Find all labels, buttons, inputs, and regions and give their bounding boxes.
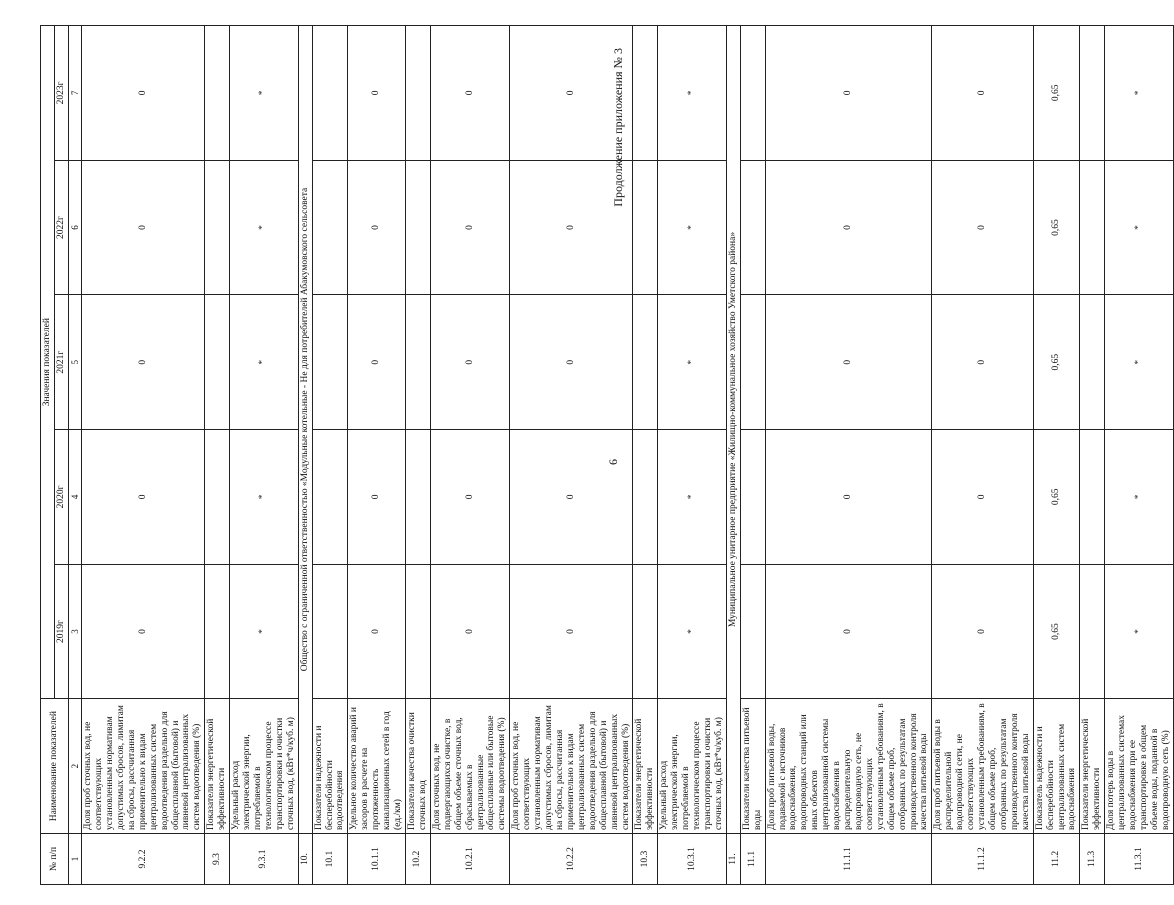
table-row bbox=[765, 26, 932, 885]
indicator-value: 0 bbox=[932, 26, 1033, 161]
organization-row bbox=[298, 26, 312, 885]
indicator-value: 0 bbox=[82, 26, 205, 161]
indicator-value bbox=[633, 295, 658, 430]
indicator-value bbox=[406, 160, 431, 295]
table-row bbox=[633, 26, 658, 885]
indicator-value: 0 bbox=[510, 564, 633, 699]
indicator-name: Доля проб сточных вод, не соответствующих установленным нормативам допустимых сбросов, лимитам на сбросы, рассчитанная применительно к видам централизованных систем водоотведения раздельно для общесплавной (бытовой) и ливневой централизованных систем водоотведения (%) bbox=[82, 699, 205, 834]
indicator-value: 0 bbox=[765, 430, 932, 565]
row-number: 9.3.1 bbox=[230, 834, 299, 885]
indicator-value bbox=[406, 564, 431, 699]
indicator-value bbox=[740, 564, 765, 699]
indicator-value: * bbox=[230, 430, 299, 565]
header-year: 2020г bbox=[54, 430, 68, 565]
indicator-value bbox=[1080, 26, 1105, 161]
header-values-group: Значения показателей bbox=[41, 26, 55, 699]
indicator-name: Доля проб питьевой воды в распределительной водопроводной сети, не соответствующих установленным требованиям, в общем объеме проб, отобранных по результатам производственного контроля качества питьевой воды bbox=[932, 699, 1033, 834]
indicator-value bbox=[312, 26, 348, 161]
indicator-value: 0 bbox=[348, 160, 406, 295]
appendix-continuation: Продолжение приложения № 3 bbox=[611, 48, 625, 207]
header-year: 2021г bbox=[54, 295, 68, 430]
indicator-name: Доля сточных вод, не подвергающихся очистке, в общем объеме сточных вод, сбрасываемых в централизованные общесплавные или бытовые системы водоотведения (%) bbox=[430, 699, 509, 834]
table-row bbox=[1080, 26, 1105, 885]
indicator-value bbox=[740, 295, 765, 430]
table-row bbox=[406, 26, 431, 885]
indicator-value: * bbox=[658, 160, 727, 295]
indicator-value bbox=[740, 26, 765, 161]
indicator-value bbox=[205, 295, 230, 430]
indicator-value: * bbox=[1105, 26, 1174, 161]
indicator-value: * bbox=[1105, 564, 1174, 699]
row-number: 9.3 bbox=[205, 834, 230, 885]
row-number: 11. bbox=[726, 834, 740, 885]
indicator-name: Показатели качества очистки сточных вод bbox=[406, 699, 431, 834]
indicator-value bbox=[633, 26, 658, 161]
organization-name: Общество с ограниченной ответственностью «Модульные котельные - Не для потребителей Абакумовского сельсовета bbox=[298, 26, 312, 834]
table-row bbox=[1105, 26, 1174, 885]
indicator-value: * bbox=[230, 564, 299, 699]
indicators-table bbox=[40, 25, 1174, 885]
table-row bbox=[932, 26, 1033, 885]
table-row bbox=[348, 26, 406, 885]
indicator-value: 0 bbox=[82, 160, 205, 295]
indicator-name: Показатели энергетической эффективности bbox=[1080, 699, 1105, 834]
indicator-value: * bbox=[658, 430, 727, 565]
header-name: Наименование показателей bbox=[41, 699, 69, 834]
indicator-value: 0 bbox=[765, 564, 932, 699]
table-row bbox=[430, 26, 509, 885]
indicator-value: * bbox=[230, 26, 299, 161]
indicator-value bbox=[633, 160, 658, 295]
indicator-value bbox=[1080, 160, 1105, 295]
indicator-value bbox=[205, 564, 230, 699]
row-number: 10.3.1 bbox=[658, 834, 727, 885]
indicator-value: 0 bbox=[430, 295, 509, 430]
row-number: 10.3 bbox=[633, 834, 658, 885]
indicator-value bbox=[406, 295, 431, 430]
table-row bbox=[230, 26, 299, 885]
indicator-value: 0 bbox=[765, 295, 932, 430]
index-cell: 1 bbox=[68, 834, 81, 885]
indicator-value bbox=[312, 160, 348, 295]
indicator-name: Доля проб сточных вод, не соответствующих установленным нормативам допустимых сбросов, лимитам на сбросы, рассчитанная применительно к видам централизованных систем водоотведения раздельно для общесплавной (бытовой) и ливневой централизованных систем водоотведения (%) bbox=[510, 699, 633, 834]
indicator-value bbox=[1080, 430, 1105, 565]
indicator-value: * bbox=[658, 26, 727, 161]
indicator-value: 0 bbox=[765, 26, 932, 161]
header-year: 2019г bbox=[54, 564, 68, 699]
indicator-value: 0 bbox=[82, 295, 205, 430]
indicator-value: * bbox=[1105, 295, 1174, 430]
page-number: 6 bbox=[606, 459, 620, 465]
indicator-value bbox=[633, 430, 658, 565]
index-cell: 3 bbox=[68, 564, 81, 699]
indicator-value: 0 bbox=[82, 564, 205, 699]
indicator-value bbox=[205, 430, 230, 565]
table-row bbox=[82, 26, 205, 885]
indicator-value bbox=[312, 430, 348, 565]
row-number: 11.3.1 bbox=[1105, 834, 1174, 885]
indicator-value: * bbox=[658, 295, 727, 430]
indicator-value bbox=[312, 564, 348, 699]
row-number: 10. bbox=[298, 834, 312, 885]
indicator-name: Доля потерь воды в централизованных системах водоснабжения при ее транспортировке в общем объеме воды, поданной в водопроводную сеть (%) bbox=[1105, 699, 1174, 834]
indicator-name: Показатели энергетической эффективности bbox=[205, 699, 230, 834]
indicator-value: 0,65 bbox=[1033, 430, 1080, 565]
indicator-value: * bbox=[230, 295, 299, 430]
header-year: 2023г bbox=[54, 26, 68, 161]
row-number: 11.3 bbox=[1080, 834, 1105, 885]
indicator-value bbox=[740, 160, 765, 295]
indicator-value: * bbox=[1105, 160, 1174, 295]
row-number: 9.2.2 bbox=[82, 834, 205, 885]
index-cell: 6 bbox=[68, 160, 81, 295]
table-row bbox=[312, 26, 348, 885]
table-header-row bbox=[41, 26, 55, 885]
indicator-value: * bbox=[230, 160, 299, 295]
table-index-row bbox=[68, 26, 81, 885]
indicator-value: * bbox=[658, 564, 727, 699]
table-row bbox=[205, 26, 230, 885]
indicator-value: 0 bbox=[510, 160, 633, 295]
indicator-name: Удельное количество аварий и засоров в расчете на протяженность канализационных сетей в год (ед./км) bbox=[348, 699, 406, 834]
indicator-value bbox=[1080, 295, 1105, 430]
indicator-value bbox=[740, 430, 765, 565]
indicator-value: 0 bbox=[765, 160, 932, 295]
indicator-name: Показатель надежности и бесперебойности централизованных систем водоснабжения bbox=[1033, 699, 1080, 834]
indicator-value: 0 bbox=[932, 160, 1033, 295]
indicator-value: 0 bbox=[348, 26, 406, 161]
header-num: № п/п bbox=[41, 834, 69, 885]
header-year: 2022г bbox=[54, 160, 68, 295]
indicator-value: 0 bbox=[430, 26, 509, 161]
indicator-value: 0 bbox=[348, 295, 406, 430]
row-number: 10.1 bbox=[312, 834, 348, 885]
row-number: 11.1.1 bbox=[765, 834, 932, 885]
indicator-name: Показатели надежности и бесперебойности водоотведения bbox=[312, 699, 348, 834]
table-row bbox=[740, 26, 765, 885]
indicator-value: 0 bbox=[430, 160, 509, 295]
index-cell: 2 bbox=[68, 699, 81, 834]
row-number: 11.2 bbox=[1033, 834, 1080, 885]
row-number: 11.1.2 bbox=[932, 834, 1033, 885]
indicator-value bbox=[1080, 564, 1105, 699]
indicator-value: 0 bbox=[348, 564, 406, 699]
index-cell: 7 bbox=[68, 26, 81, 161]
indicator-name: Удельный расход электрической энергии, потребляемой в технологическом процессе транспортировки и очистки сточных вод, (кВт*ч/куб. м) bbox=[658, 699, 727, 834]
row-number: 10.2 bbox=[406, 834, 431, 885]
table-row bbox=[1033, 26, 1080, 885]
organization-row bbox=[726, 26, 740, 885]
indicator-value: 0 bbox=[82, 430, 205, 565]
indicator-value: 0 bbox=[510, 26, 633, 161]
indicator-value bbox=[312, 295, 348, 430]
indicator-value bbox=[406, 26, 431, 161]
index-cell: 5 bbox=[68, 295, 81, 430]
indicator-value: * bbox=[1105, 430, 1174, 565]
organization-name: Муниципальное унитарное предприятие «Жилищно-коммунальное хозяйство Уметского района» bbox=[726, 26, 740, 834]
indicator-value: 0,65 bbox=[1033, 26, 1080, 161]
indicator-value bbox=[406, 430, 431, 565]
table-row bbox=[510, 26, 633, 885]
row-number: 10.2.2 bbox=[510, 834, 633, 885]
indicator-value: 0 bbox=[932, 430, 1033, 565]
indicator-value: 0 bbox=[510, 295, 633, 430]
indicator-name: Показатели качества питьевой воды bbox=[740, 699, 765, 834]
row-number: 10.2.1 bbox=[430, 834, 509, 885]
indicator-value: 0 bbox=[348, 430, 406, 565]
indicator-value: 0 bbox=[430, 564, 509, 699]
table-body bbox=[82, 26, 1174, 885]
indicator-value bbox=[205, 26, 230, 161]
indicator-name: Доля проб питьевой воды, подаваемой с источников водоснабжения, водопроводных станций или иных объектов централизованной системы водоснабжения в распределительную водопроводную сеть, не соответствующих установленным требованиям, в общем объеме проб, отобранных по результатам производственного контроля качества питьевой воды bbox=[765, 699, 932, 834]
row-number: 11.1 bbox=[740, 834, 765, 885]
indicator-value: 0 bbox=[932, 295, 1033, 430]
indicator-value: 0,65 bbox=[1033, 160, 1080, 295]
indicator-name: Удельный расход электрической энергии, потребляемой в технологическом процессе транспортировки и очистки сточных вод, (кВт*ч/куб. м) bbox=[230, 699, 299, 834]
indicator-value: 0,65 bbox=[1033, 295, 1080, 430]
indicator-value: 0 bbox=[430, 430, 509, 565]
row-number: 10.1.1 bbox=[348, 834, 406, 885]
indicator-value: 0 bbox=[932, 564, 1033, 699]
indicator-name: Показатели энергетической эффективности bbox=[633, 699, 658, 834]
indicator-value bbox=[205, 160, 230, 295]
indicator-value bbox=[633, 564, 658, 699]
index-cell: 4 bbox=[68, 430, 81, 565]
indicator-value: 0 bbox=[510, 430, 633, 565]
indicator-value: 0,65 bbox=[1033, 564, 1080, 699]
table-row bbox=[658, 26, 727, 885]
